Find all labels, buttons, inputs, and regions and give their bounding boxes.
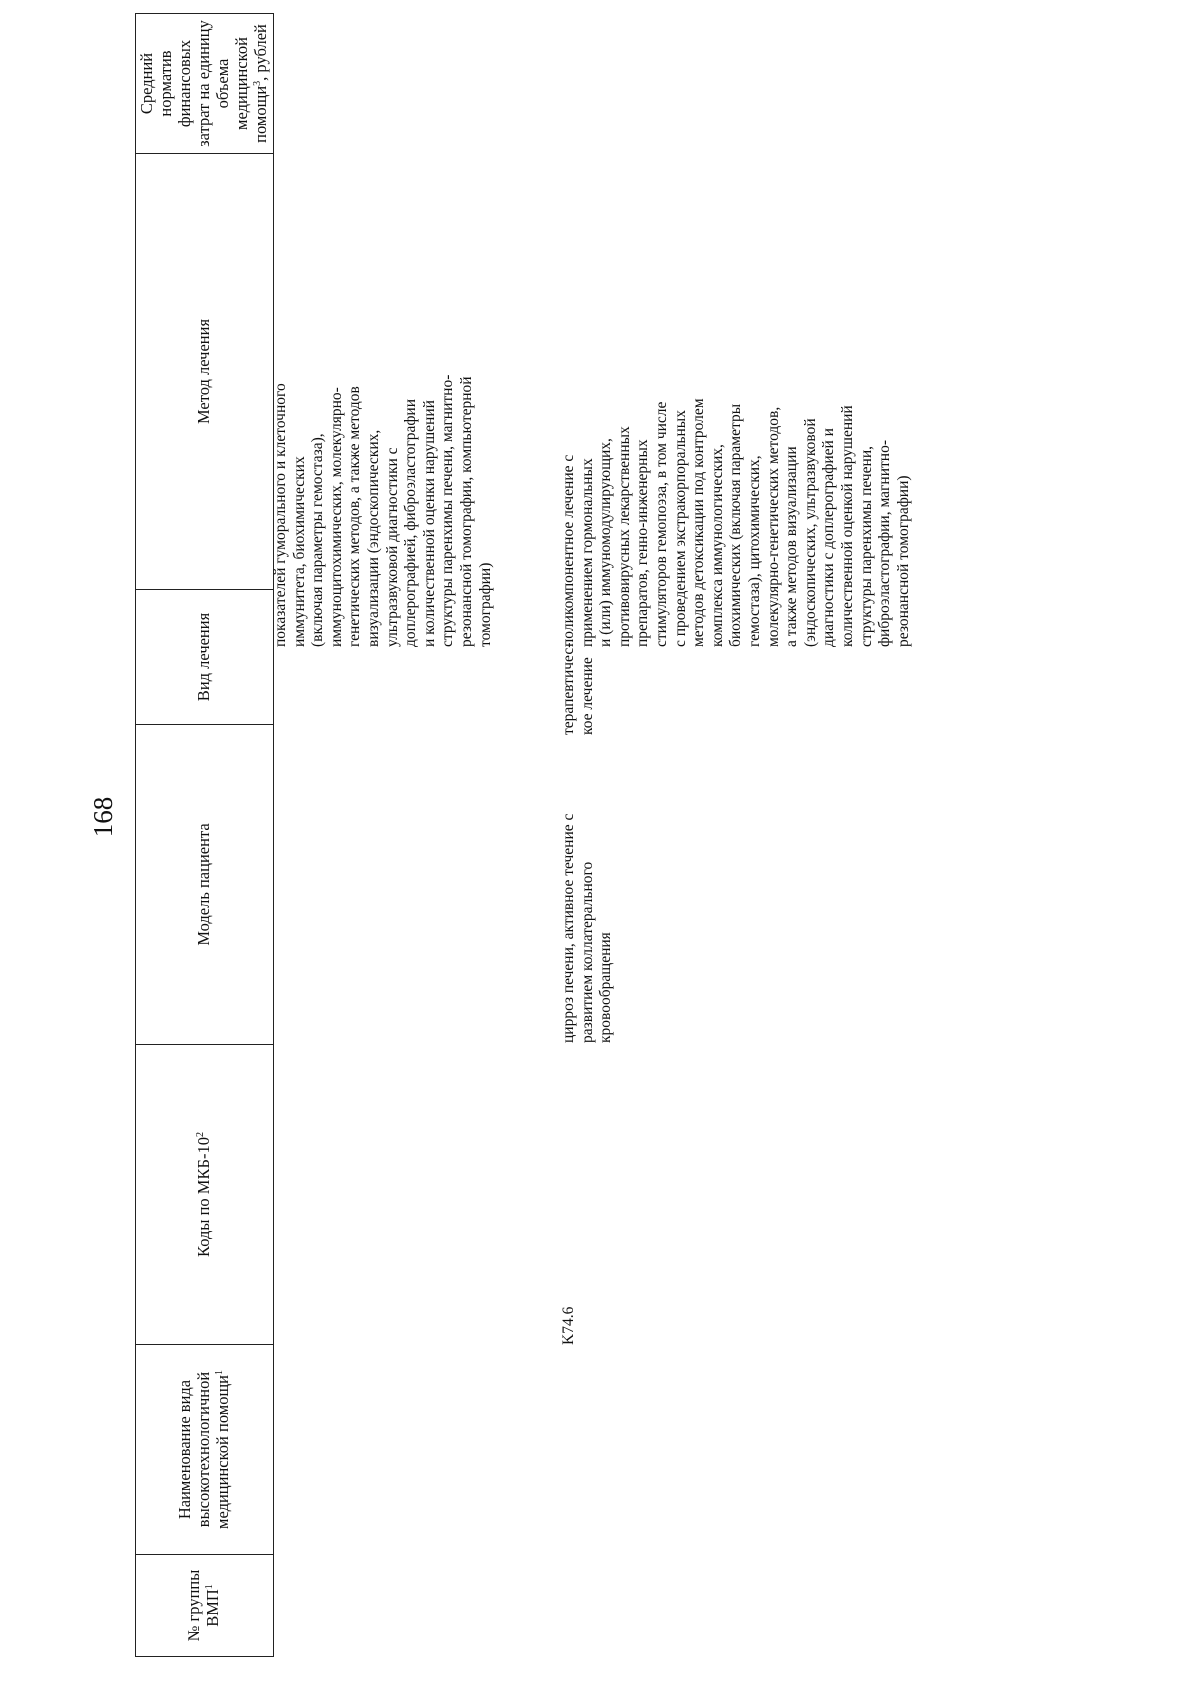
table-header xyxy=(135,13,274,1657)
header-cost-norm: Средний норматив финансовых затрат на единицу объема медицинской помощи$^3$, рублей xyxy=(136,14,274,154)
header-treatment-type: Вид лечения xyxy=(136,590,274,725)
row-1-method: показателей гуморального и клеточного иммунитета, биохимических (включая параметры гемостаза), иммуноцитохимических, молекулярно- генетических методов, а также методов визуализации (эндоскопических, ультразвуковой диагностики с доплерографией, фиброэластографии и количественной оценки нарушений структуры паренхимы печени, магнитно- резонансной томографии, компьютерной томографии) xyxy=(272,374,494,647)
row-2-patient-model: цирроз печени, активное течение с развитием коллатерального кровообращения xyxy=(560,813,615,1043)
row-2-method: поликомпонентное лечение с применением гормональных и (или) иммуномодулирующих, противовирусных лекарственных препаратов, генно-инженерных стимуляторов гемопоэза, в том числе с проведением экстракорпоральных методов детоксикации под контролем комплекса иммунологических, биохимических (включая параметры гемостаза), цитохимических, молекулярно-генетических методов, а также методов визуализации (эндоскопических, ультразвуковой диагностики с доплерографией и количественной оценкой нарушений структуры паренхимы печени, фиброэластографии, магнитно- резонансной томографии) xyxy=(560,398,912,647)
header-type-name: Наименование вида высокотехнологичной медицинской помощи$^1$ xyxy=(136,1345,274,1555)
header-patient-model: Модель пациента xyxy=(136,725,274,1045)
row-2-treatment-type: терапевтичес- кое лечение xyxy=(560,642,596,735)
page-number: 168 xyxy=(88,796,118,838)
row-2-icd-code: K74.6 xyxy=(560,1306,577,1345)
header-treatment-method: Метод лечения xyxy=(136,154,274,590)
header-group-no: № группы ВМП$^1$ xyxy=(136,1555,274,1657)
header-icd-codes: Коды по МКБ-$10^2$ xyxy=(136,1045,274,1345)
